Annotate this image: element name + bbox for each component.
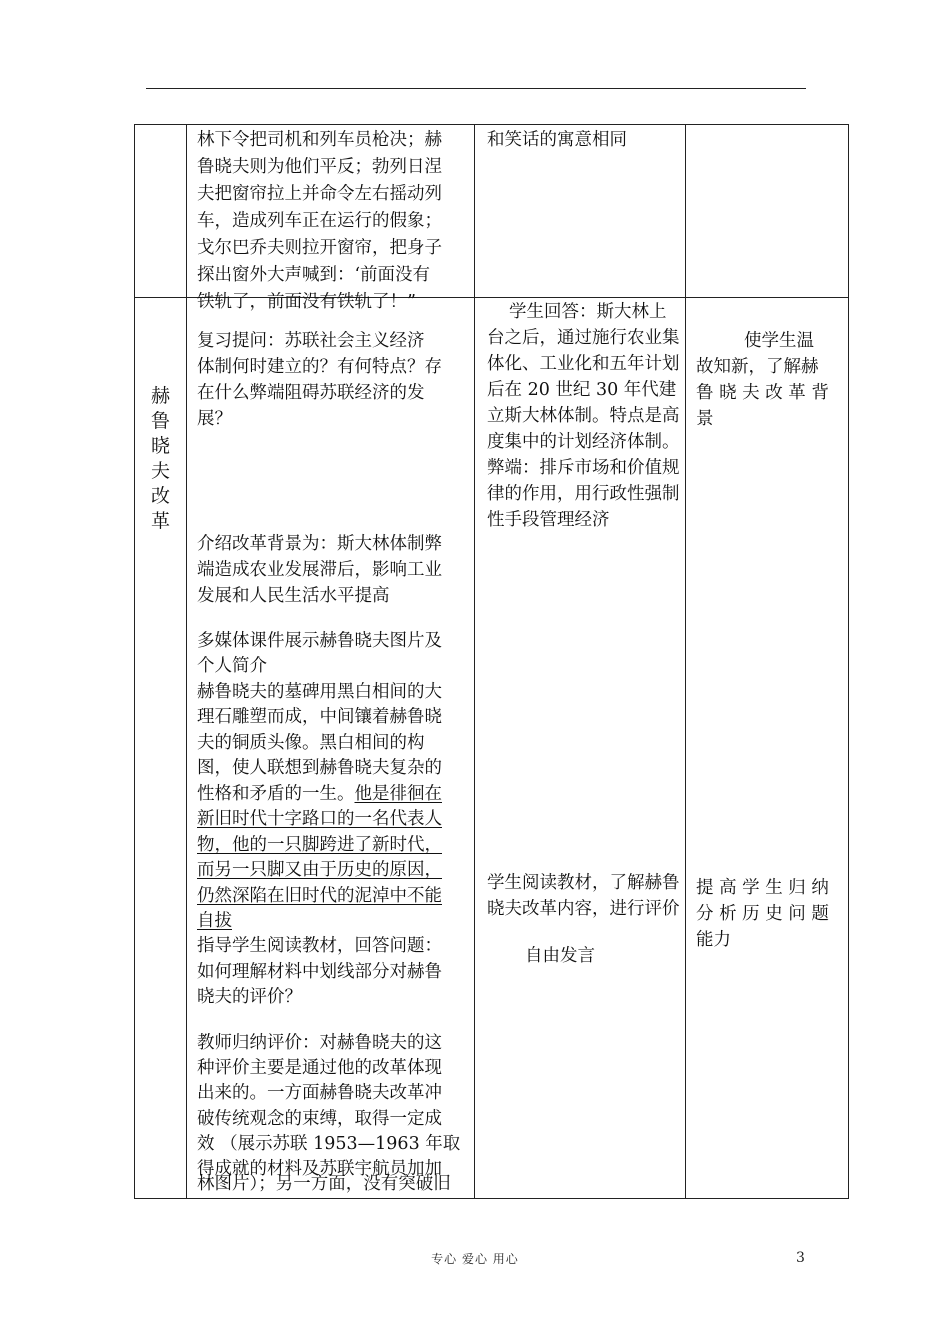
- multimedia-line: 个人简介: [197, 656, 267, 676]
- intent-line: 分 析 历 史 问 题: [696, 904, 829, 924]
- student-activity-cell: [475, 298, 686, 1199]
- multimedia-line: 赫鲁晓夫的墓碑用黑白相间的大: [197, 682, 442, 702]
- table-row: [135, 125, 849, 298]
- multimedia-line: 理石雕塑而成，中间镶着赫鲁晓: [197, 707, 442, 727]
- topic-char: 赫: [150, 385, 170, 407]
- student-answer-line: 体化、工业化和五年计划: [487, 354, 680, 374]
- review-line: 展？: [197, 409, 232, 429]
- teacher-line: 鲁晓夫则为他们平反；勃列日涅: [197, 157, 442, 177]
- guide-line: 如何理解材料中划线部分对赫鲁: [197, 962, 442, 982]
- student-answer-line: 律的作用，用行政性强制: [487, 484, 680, 504]
- student-answer-line: 台之后，通过施行农业集: [487, 328, 680, 348]
- intent-line: 使学生温: [744, 331, 814, 351]
- underlined-line: 而另一只脚又由于历史的原因，: [197, 860, 442, 880]
- summary-line: 得成就的材料及苏联宇航员加加: [197, 1159, 442, 1179]
- review-line: 复习提问：苏联社会主义经济: [197, 331, 425, 351]
- mixed-line: [197, 781, 442, 808]
- underlined-line: 物，他的一只脚跨进了新时代，: [197, 835, 442, 855]
- intent-line: 能力: [696, 930, 731, 950]
- topic-char: 夫: [150, 460, 170, 482]
- guide-line: 指导学生阅读教材，回答问题：: [197, 936, 442, 956]
- page-number: 3: [796, 1250, 805, 1266]
- intent-line: 故知新，了解赫: [696, 357, 819, 377]
- summary-line: 种评价主要是通过他的改革体现: [197, 1058, 442, 1078]
- table-row: [135, 298, 849, 1199]
- teacher-line: 夫把窗帘拉上并命令左右摇动列: [197, 184, 442, 204]
- student-read-line: 晓夫改革内容，进行评价: [487, 899, 680, 919]
- intent-line: 景: [696, 409, 714, 429]
- mixed-line-underlined: 他是徘徊在: [354, 784, 442, 804]
- intent-line: 鲁 晓 夫 改 革 背: [696, 383, 829, 403]
- underlined-line: 自拔: [197, 911, 232, 931]
- student-answer-line: 学生回答：斯大林上: [509, 302, 667, 322]
- teacher-line: 探出窗外大声喊到：‘前面没有: [197, 265, 431, 285]
- underlined-line: 新旧时代十字路口的一名代表人: [197, 809, 442, 829]
- mixed-line-plain: 性格和矛盾的一生。: [197, 784, 355, 804]
- background-line: 介绍改革背景为：斯大林体制弊: [197, 534, 442, 554]
- background-line: 发展和人民生活水平提高: [197, 586, 390, 606]
- multimedia-line: 夫的铜质头像。黑白相间的构: [197, 733, 425, 753]
- student-answer-line: 立斯大林体制。特点是高: [487, 406, 680, 426]
- summary-line: 林图片）；另一方面，没有突破旧: [197, 1174, 451, 1194]
- free-speech: 自由发言: [525, 946, 595, 966]
- underlined-line: 仍然深陷在旧时代的泥淖中不能: [197, 886, 442, 906]
- review-line: 在什么弊端阻碍苏联经济的发: [197, 383, 425, 403]
- design-intent-cell: [686, 298, 849, 1199]
- guide-line: 晓夫的评价？: [197, 987, 302, 1007]
- student-answer-line: 弊端：排斥市场和价值规: [487, 458, 680, 478]
- review-line: 体制何时建立的？有何特点？存: [197, 357, 442, 377]
- lesson-plan-table: [134, 124, 849, 1199]
- teacher-line: 车，造成列车正在运行的假象；: [197, 211, 442, 231]
- topic-cell: [135, 298, 187, 1199]
- summary-line: 教师归纳评价：对赫鲁晓夫的这: [197, 1033, 442, 1053]
- multimedia-line: 多媒体课件展示赫鲁晓夫图片及: [197, 631, 442, 651]
- summary-line: 效 （展示苏联 1953—1963 年取: [197, 1134, 461, 1154]
- student-answer-line: 后在 20 世纪 30 年代建: [487, 380, 677, 400]
- student-answer-line: 性手段管理经济: [487, 510, 610, 530]
- design-intent-cell-empty: [686, 125, 849, 298]
- student-activity-cell: [475, 125, 686, 298]
- teacher-activity-cell: [187, 125, 475, 312]
- student-answer-line: 度集中的计划经济体制。: [487, 432, 680, 452]
- topic-char: 晓: [150, 435, 170, 457]
- footer-motto: 专心 爱心 用心: [431, 1252, 519, 1266]
- teacher-line: 林下令把司机和列车员枪决；赫: [197, 130, 442, 150]
- topic-char: 革: [150, 510, 170, 532]
- teacher-activity-cell: [187, 298, 475, 1199]
- header-rule: [146, 88, 806, 89]
- teacher-line: 戈尔巴乔夫则拉开窗帘，把身子: [197, 238, 442, 258]
- student-read-line: 学生阅读教材，了解赫鲁: [487, 873, 680, 893]
- background-line: 端造成农业发展滞后，影响工业: [197, 560, 442, 580]
- multimedia-line: 图，使人联想到赫鲁晓夫复杂的: [197, 758, 442, 778]
- topic-char: 改: [150, 485, 170, 507]
- topic-cell-empty: [135, 125, 187, 298]
- student-line: 和笑话的寓意相同: [487, 130, 627, 150]
- topic-char: 鲁: [150, 410, 170, 432]
- teacher-line: 铁轨了，前面没有铁轨了！”: [197, 292, 416, 312]
- summary-line: 出来的。一方面赫鲁晓夫改革冲: [197, 1083, 442, 1103]
- summary-line: 破传统观念的束缚，取得一定成: [197, 1109, 442, 1129]
- intent-line: 提 高 学 生 归 纳: [696, 878, 829, 898]
